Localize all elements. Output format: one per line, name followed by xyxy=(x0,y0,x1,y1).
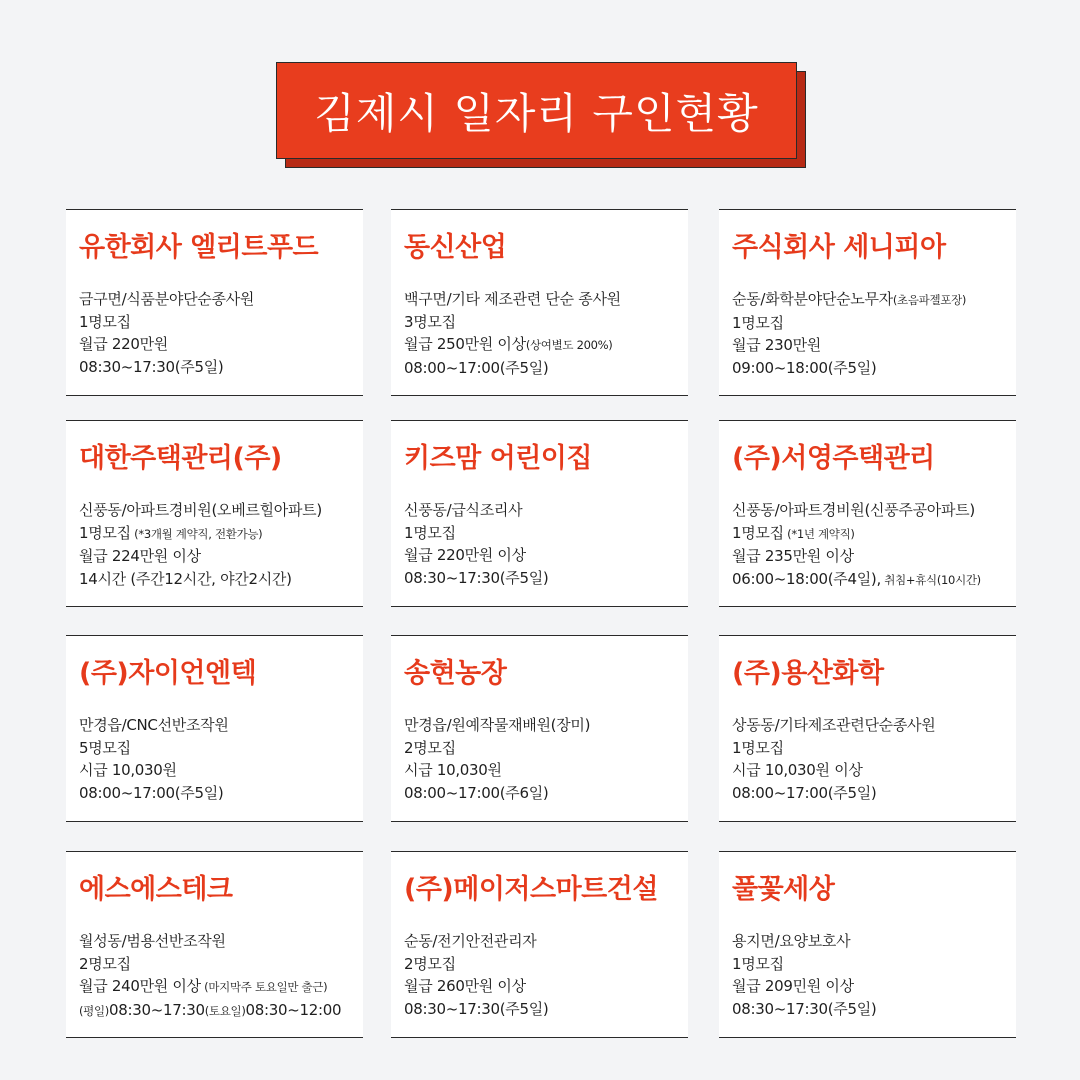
detail-text: 신풍동/아파트경비원(오베르힐아파트) xyxy=(79,501,322,519)
detail-text: 1명모집 xyxy=(732,738,784,757)
job-details xyxy=(79,288,363,378)
page-title: 김제시 일자리 구인현황 xyxy=(314,88,759,138)
detail-text: 08:00~17:00(주6일) xyxy=(404,783,549,802)
detail-text: 월급 209민원 이상 xyxy=(732,977,854,995)
job-pay xyxy=(732,334,1016,357)
company-name: (주)용산화학 xyxy=(732,658,884,689)
job-pay xyxy=(404,975,688,998)
job-details xyxy=(404,288,688,379)
detail-text: 08:30~12:00 xyxy=(245,1000,342,1019)
detail-text: 신풍동/아파트경비원(신풍주공아파트) xyxy=(732,501,975,519)
detail-note: (마지막주 토요일만 출근) xyxy=(200,980,328,994)
detail-text: 08:30~17:30(주5일) xyxy=(404,999,549,1018)
company-name: 풀꽃세상 xyxy=(732,874,835,905)
job-location-role xyxy=(79,499,363,522)
job-openings xyxy=(732,312,1016,335)
job-location-role xyxy=(732,930,1016,953)
detail-text: 08:30~17:30(주5일) xyxy=(404,568,549,587)
job-pay xyxy=(79,545,363,568)
detail-text: 신풍동/급식조리사 xyxy=(404,501,523,519)
detail-text: 1명모집 xyxy=(732,954,784,973)
detail-text: 3명모집 xyxy=(404,312,456,331)
job-pay xyxy=(404,333,688,357)
detail-text: 만경읍/원예작물재배원(장미) xyxy=(404,716,591,734)
detail-text: 월급 260만원 이상 xyxy=(404,977,526,995)
company-name: (주)서영주택관리 xyxy=(732,443,935,474)
job-hours xyxy=(404,567,688,590)
job-details xyxy=(732,930,1016,1020)
title-banner-box xyxy=(276,62,797,159)
job-card xyxy=(391,209,688,396)
detail-note: (토요일) xyxy=(204,1003,246,1018)
job-pay xyxy=(79,759,363,782)
detail-note: (*1년 계약직) xyxy=(783,526,855,541)
job-details xyxy=(404,499,688,589)
job-card xyxy=(719,851,1016,1038)
job-location-role xyxy=(404,288,688,311)
title-banner xyxy=(276,62,806,168)
detail-text: 월급 235만원 이상 xyxy=(732,547,854,565)
job-openings xyxy=(404,953,688,976)
job-location-role xyxy=(404,714,688,737)
detail-text: 만경읍/CNC선반조작원 xyxy=(79,716,229,734)
detail-text: 2명모집 xyxy=(404,954,456,973)
job-pay xyxy=(732,759,1016,782)
detail-note: 취침+휴식(10시간) xyxy=(880,572,981,587)
job-details xyxy=(79,930,363,1022)
job-pay xyxy=(79,975,363,999)
job-details xyxy=(404,930,688,1020)
job-pay xyxy=(404,759,688,782)
job-openings xyxy=(79,311,363,334)
job-details xyxy=(404,714,688,804)
job-details xyxy=(79,499,363,590)
job-hours xyxy=(404,998,688,1021)
job-location-role xyxy=(79,714,363,737)
company-name: (주)메이저스마트건설 xyxy=(404,874,658,905)
job-openings xyxy=(732,953,1016,976)
detail-text: 2명모집 xyxy=(404,738,456,757)
job-hours xyxy=(404,357,688,380)
job-card xyxy=(391,851,688,1038)
detail-text: 월성동/범용선반조작원 xyxy=(79,932,226,950)
job-card xyxy=(66,851,363,1038)
job-details xyxy=(79,714,363,804)
detail-text: 시급 10,030원 이상 xyxy=(732,761,863,779)
detail-text: 용지면/요양보호사 xyxy=(732,932,851,950)
job-hours xyxy=(404,782,688,805)
job-location-role xyxy=(404,930,688,953)
detail-text: 상동동/기타제조관련단순종사원 xyxy=(732,716,936,734)
job-hours xyxy=(732,998,1016,1021)
detail-text: 2명모집 xyxy=(79,954,131,973)
detail-text: 월급 240만원 이상 xyxy=(79,977,201,995)
detail-text: 08:30~17:30(주5일) xyxy=(732,999,877,1018)
job-location-role xyxy=(79,288,363,311)
job-hours xyxy=(79,999,363,1023)
detail-text: 시급 10,030원 xyxy=(79,761,177,779)
detail-text: 1명모집 xyxy=(732,313,784,332)
detail-text: 금구면/식품분야단순종사원 xyxy=(79,290,255,308)
detail-text: 1명모집 xyxy=(404,523,456,542)
detail-text: 08:30~17:30 xyxy=(109,1000,205,1019)
job-location-role xyxy=(404,499,688,522)
job-openings xyxy=(79,522,363,546)
detail-text: 1명모집 xyxy=(79,523,131,542)
detail-note: (*3개월 계약직, 전환가능) xyxy=(130,526,263,541)
job-hours xyxy=(732,782,1016,805)
job-card xyxy=(719,420,1016,607)
job-details xyxy=(732,288,1016,379)
company-name: (주)자이언엔텍 xyxy=(79,658,257,689)
detail-text: 08:00~17:00(주5일) xyxy=(732,783,877,802)
detail-text: 시급 10,030원 xyxy=(404,761,502,779)
detail-text: 월급 230만원 xyxy=(732,336,821,354)
detail-text: 06:00~18:00(주4일), xyxy=(732,569,881,588)
company-name: 키즈맘 어린이집 xyxy=(404,443,592,474)
detail-text: 월급 224만원 이상 xyxy=(79,547,201,565)
job-pay xyxy=(732,975,1016,998)
job-openings xyxy=(79,953,363,976)
job-hours xyxy=(732,357,1016,380)
detail-note: (평일) xyxy=(79,1003,109,1018)
job-pay xyxy=(732,545,1016,568)
job-card xyxy=(391,420,688,607)
detail-text: 월급 250만원 이상 xyxy=(404,335,526,353)
job-hours xyxy=(79,356,363,379)
detail-text: 순동/전기안전관리자 xyxy=(404,932,537,950)
company-name: 동신산업 xyxy=(404,232,507,263)
job-card xyxy=(66,420,363,607)
job-openings xyxy=(732,737,1016,760)
company-name: 유한회사 엘리트푸드 xyxy=(79,232,319,263)
job-pay xyxy=(79,333,363,356)
job-openings xyxy=(79,737,363,760)
job-details xyxy=(732,499,1016,591)
detail-note: (상여별도 200%) xyxy=(525,338,613,352)
job-hours xyxy=(732,568,1016,592)
job-card xyxy=(391,635,688,822)
job-card xyxy=(66,635,363,822)
job-openings xyxy=(404,522,688,545)
detail-text: 월급 220만원 xyxy=(79,335,168,353)
job-openings xyxy=(404,737,688,760)
company-name: 송현농장 xyxy=(404,658,507,689)
detail-text: 순동/화학분야단순노무자 xyxy=(732,290,893,308)
company-name: 에스에스테크 xyxy=(79,874,233,905)
job-openings xyxy=(404,311,688,334)
job-card xyxy=(719,209,1016,396)
detail-note: (초음파젤포장) xyxy=(892,293,967,307)
company-name: 주식회사 세니피아 xyxy=(732,232,946,263)
detail-text: 월급 220만원 이상 xyxy=(404,546,526,564)
job-card xyxy=(719,635,1016,822)
job-location-role xyxy=(732,714,1016,737)
job-location-role xyxy=(79,930,363,953)
job-card xyxy=(66,209,363,396)
detail-text: 14시간 (주간12시간, 야간2시간) xyxy=(79,569,292,588)
detail-text: 5명모집 xyxy=(79,738,131,757)
detail-text: 1명모집 xyxy=(79,312,131,331)
job-location-role xyxy=(732,499,1016,522)
job-hours xyxy=(79,568,363,591)
job-location-role xyxy=(732,288,1016,312)
detail-text: 백구면/기타 제조관련 단순 종사원 xyxy=(404,290,621,308)
company-name: 대한주택관리(주) xyxy=(79,443,282,474)
job-pay xyxy=(404,544,688,567)
detail-text: 09:00~18:00(주5일) xyxy=(732,358,877,377)
detail-text: 1명모집 xyxy=(732,523,784,542)
detail-text: 08:00~17:00(주5일) xyxy=(404,358,549,377)
detail-text: 08:30~17:30(주5일) xyxy=(79,357,224,376)
job-hours xyxy=(79,782,363,805)
detail-text: 08:00~17:00(주5일) xyxy=(79,783,224,802)
job-openings xyxy=(732,522,1016,546)
job-details xyxy=(732,714,1016,804)
